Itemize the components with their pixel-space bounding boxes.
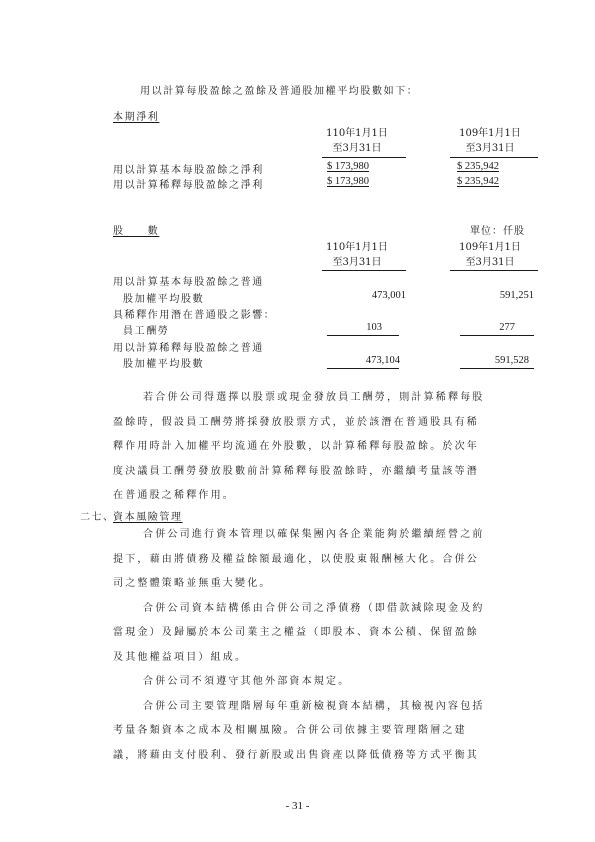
net-income-row-basic-v2: $ 235,942	[457, 161, 499, 172]
shares-row-basic-label-line1: 用以計算基本每股盈餘之普通	[113, 277, 264, 288]
para1-line3: 釋作用時計入加權平均流通在外股數，以計算稀釋每股盈餘。於次年	[113, 441, 479, 452]
para2-line2: 提下，藉由將債務及權益餘額最適化，以使股東報酬極大化。合併公	[113, 553, 479, 565]
section-title: 資本風險管理	[113, 512, 183, 523]
para1-line4: 度決議員工酬勞發放股數前計算稀釋每股盈餘時，亦繼續考量該等潛	[113, 465, 479, 477]
shares-row-diluted-label-line1: 用以計算稀釋每股盈餘之普通	[113, 343, 264, 354]
para1-line2: 盈餘時，假設員工酬勞將採發放股票方式，並於該潛在普通股具有稀	[113, 416, 479, 428]
intro-text: 用以計算每股盈餘之盈餘及普通股加權平均股數如下：	[140, 86, 419, 97]
net-income-row-diluted-label: 用以計算稀釋每股盈餘之淨利	[113, 180, 264, 191]
shares-row-dilutive-label-line1: 具稀釋作用潛在普通股之影響：	[113, 310, 276, 321]
shares-total-rule-col2	[460, 368, 534, 369]
net-income-col2-rule	[450, 157, 538, 158]
shares-row-basic-v1: 473,001	[371, 290, 406, 301]
net-income-row-basic-v1: $ 173,980	[327, 161, 369, 172]
shares-row-diluted-v1: 473,104	[365, 355, 400, 366]
para5-line3: 議，將藉由支付股利、發行新股或出售資產以降低債務等方式平衡其	[113, 749, 479, 761]
shares-row-basic-label-line2: 股加權平均股數	[123, 294, 205, 305]
para4-line1: 合併公司不須遵守其他外部資本規定。	[143, 676, 351, 687]
para2-line3: 司之整體策略並無重大變化。	[113, 578, 272, 589]
page-number: - 31 -	[285, 800, 310, 812]
col1-line1: 110年1月1日	[326, 128, 388, 139]
col1-line2: 至3月31日	[332, 143, 382, 154]
net-income-row-diluted-v2: $ 235,942	[457, 176, 499, 187]
para3-line2: 當現金）及歸屬於本公司業主之權益（即股本、資本公積、保留盈餘	[113, 627, 479, 638]
shares-row-diluted-v2: 591,528	[494, 355, 529, 366]
para5-line2: 考量各類資本之成本及相關風險。合併公司依據主要管理階層之建	[113, 725, 467, 736]
net-income-row-diluted-v1: $ 173,980	[327, 176, 369, 187]
shares-heading: 股 數	[113, 226, 160, 237]
shares-subtotal-rule-col1	[327, 335, 399, 336]
col2-line1: 109年1月1日	[459, 242, 521, 253]
para5-line1: 合併公司主要管理階層每年重新檢視資本結構，其檢視內容包括	[143, 700, 485, 712]
col2-line1: 109年1月1日	[459, 128, 521, 139]
col2-line2: 至3月31日	[465, 257, 515, 268]
para3-line1: 合併公司資本結構係由合併公司之淨債務（即借款減除現金及約	[143, 602, 485, 614]
shares-col1-header	[317, 240, 397, 270]
net-income-col1-rule	[322, 157, 406, 158]
col1-line1: 110年1月1日	[326, 242, 388, 253]
col2-line2: 至3月31日	[465, 143, 515, 154]
net-income-heading: 本期淨利	[113, 112, 160, 123]
para1-line1: 若合併公司得選擇以股票或現金發放員工酬勞，則計算稀釋每股	[143, 392, 485, 403]
net-income-row-basic-label: 用以計算基本每股盈餘之淨利	[113, 165, 264, 176]
shares-col1-rule	[322, 270, 406, 271]
net-income-col1-header	[317, 126, 397, 156]
net-income-col2-header	[450, 126, 530, 156]
col1-line2: 至3月31日	[332, 257, 382, 268]
para1-line5: 在普通股之稀釋作用。	[113, 490, 235, 501]
shares-subtotal-rule-col2	[460, 335, 534, 336]
shares-row-dilutive-label-line2: 員工酬勞	[123, 326, 170, 337]
shares-col2-rule	[450, 270, 538, 271]
section-number: 二七、	[80, 512, 115, 523]
shares-row-basic-v2: 591,251	[499, 290, 534, 301]
shares-col2-header	[450, 240, 530, 270]
shares-row-dilutive-v2: 277	[499, 322, 515, 333]
shares-row-diluted-label-line2: 股加權平均股數	[123, 359, 205, 370]
shares-unit: 單位：仟股	[470, 226, 525, 237]
shares-row-dilutive-v1: 103	[366, 322, 382, 333]
para3-line3: 及其他權益項目）組成。	[113, 651, 248, 663]
shares-total-rule-col1	[327, 368, 399, 369]
para2-line1: 合併公司進行資本管理以確保集團內各企業能夠於繼續經營之前	[143, 529, 485, 540]
